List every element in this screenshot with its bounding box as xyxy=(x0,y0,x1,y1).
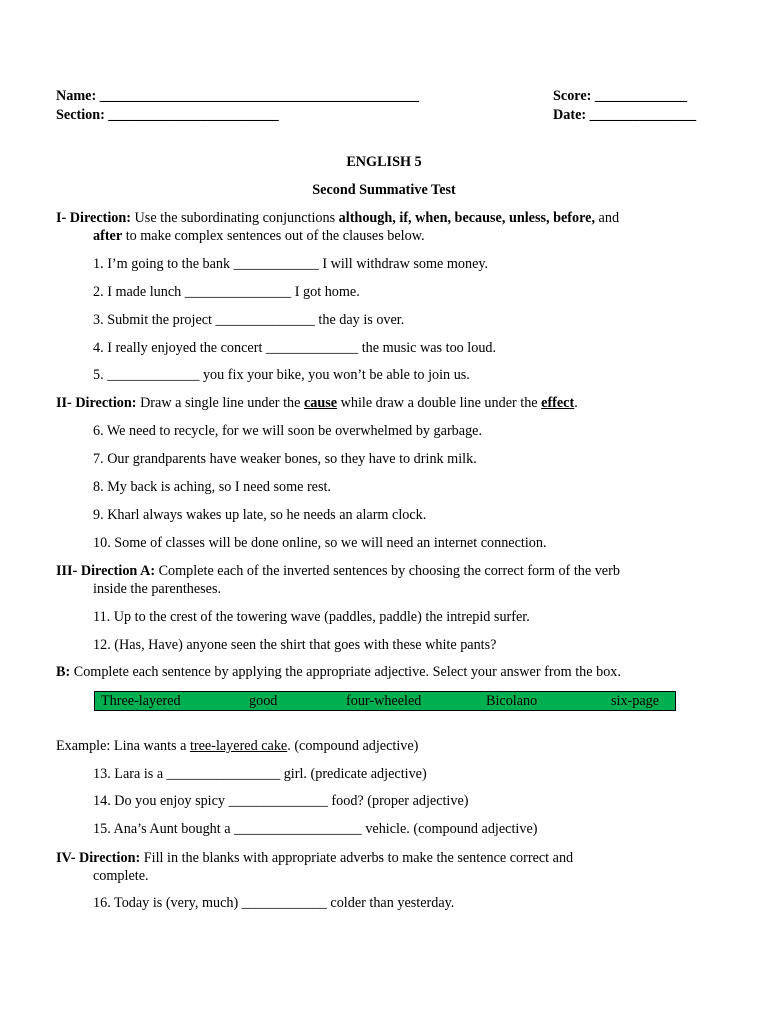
part1-text-c: to make complex sentences out of the clauses below. xyxy=(122,228,425,244)
page-subtitle: Second Summative Test xyxy=(312,182,456,198)
part2-label: II- Direction: xyxy=(56,395,137,411)
part3b-label: B: xyxy=(56,664,71,680)
question-13: 13. Lara is a ________________ girl. (predicate adjective) xyxy=(93,766,427,782)
part3a-text-a: Complete each of the inverted sentences by choosing the correct form of the verb xyxy=(155,563,620,579)
part2-direction xyxy=(56,395,578,412)
example-text-b: . (compound adjective) xyxy=(287,738,419,754)
question-10: 10. Some of classes will be done online, so we will need an internet connection. xyxy=(93,535,547,551)
question-4: 4. I really enjoyed the concert _____________ the music was too loud. xyxy=(93,340,497,356)
word-box xyxy=(94,691,676,711)
name-blank: _____________________________________________ xyxy=(99,88,419,104)
word-box-item: Three-layered xyxy=(101,693,181,709)
date-field xyxy=(553,107,696,124)
part4-direction xyxy=(56,849,676,885)
question-5: 5. _____________ you fix your bike, you won’t be able to join us. xyxy=(93,367,470,383)
part1-conjunctions: although, if, when, because, unless, before, xyxy=(338,210,595,226)
part3a-text-b: inside the parentheses. xyxy=(93,581,222,597)
section-field xyxy=(56,107,279,124)
name-label: Name: xyxy=(56,88,97,104)
score-label: Score: xyxy=(553,88,592,104)
part2-text-a: Draw a single line under the xyxy=(136,395,304,411)
part2-text-b: while draw a double line under the xyxy=(337,395,542,411)
part3b-text: Complete each sentence by applying the appropriate adjective. Select your answer from the box. xyxy=(70,664,621,680)
word-box-item: good xyxy=(249,693,278,709)
question-6: 6. We need to recycle, for we will soon be overwhelmed by garbage. xyxy=(93,423,483,439)
part1-after-word: after xyxy=(93,228,123,244)
word-box-item: Bicolano xyxy=(486,693,538,709)
example-text-a: Example: Lina wants a xyxy=(56,738,190,754)
name-field xyxy=(56,88,419,105)
example-sentence xyxy=(56,738,418,755)
date-label: Date: xyxy=(553,107,587,123)
page-title: ENGLISH 5 xyxy=(346,154,422,170)
part4-label: IV- Direction: xyxy=(56,850,141,866)
part3a-label: III- Direction A: xyxy=(56,563,156,579)
score-blank: _____________ xyxy=(594,88,688,104)
part1-text-b: and xyxy=(595,210,620,226)
part3a-direction xyxy=(56,562,676,598)
score-field xyxy=(553,88,687,105)
section-label: Section: xyxy=(56,107,105,123)
section-blank: ________________________ xyxy=(108,107,279,123)
part1-label: I- Direction: xyxy=(56,210,131,226)
question-3: 3. Submit the project ______________ the day is over. xyxy=(93,312,405,328)
question-8: 8. My back is aching, so I need some rest. xyxy=(93,479,331,495)
question-7: 7. Our grandparents have weaker bones, so they have to drink milk. xyxy=(93,451,477,467)
date-blank: _______________ xyxy=(589,107,697,123)
question-1: 1. I’m going to the bank ____________ I will withdraw some money. xyxy=(93,256,489,272)
part4-text-a: Fill in the blanks with appropriate adverbs to make the sentence correct and xyxy=(140,850,574,866)
part1-text-a: Use the subordinating conjunctions xyxy=(131,210,339,226)
question-14: 14. Do you enjoy spicy ______________ food? (proper adjective) xyxy=(93,793,469,809)
part2-text-c: . xyxy=(574,395,578,411)
question-12: 12. (Has, Have) anyone seen the shirt that goes with these white pants? xyxy=(93,637,497,653)
question-9: 9. Kharl always wakes up late, so he needs an alarm clock. xyxy=(93,507,427,523)
question-16: 16. Today is (very, much) ____________ colder than yesterday. xyxy=(93,895,455,911)
part4-text-b: complete. xyxy=(93,868,149,884)
example-underlined: tree-layered cake xyxy=(189,738,288,754)
word-box-item: six-page xyxy=(611,693,660,709)
part2-effect: effect xyxy=(541,395,575,411)
part2-cause: cause xyxy=(303,395,338,411)
part3b-direction xyxy=(56,664,621,681)
question-15: 15. Ana’s Aunt bought a __________________ vehicle. (compound adjective) xyxy=(93,821,538,837)
question-2: 2. I made lunch _______________ I got home. xyxy=(93,284,360,300)
question-11: 11. Up to the crest of the towering wave (paddles, paddle) the intrepid surfer. xyxy=(93,609,530,625)
part1-direction xyxy=(56,209,676,245)
word-box-item: four-wheeled xyxy=(346,693,422,709)
